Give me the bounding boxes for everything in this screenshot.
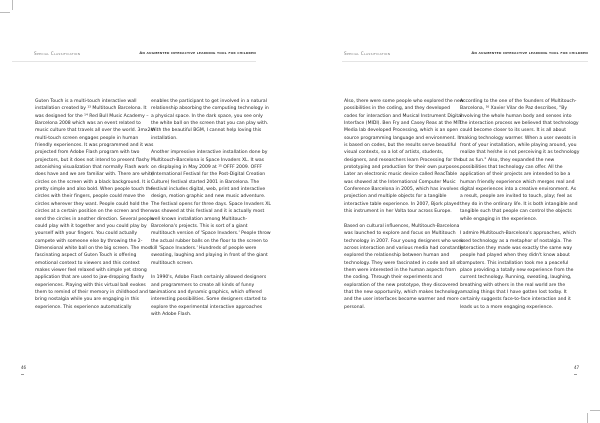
running-header [12, 50, 256, 62]
paragraph: Guten Touch is a multi-touch interactive wall installation created by ¹³ Multitouch Barcelona. It was designed for the ¹⁴ Red Bull Music Academy – Barcelona 2008 which was an event related to music culture that travels all over the world. 3mx2m multi-touch screen engages people in human friendly experiences. It was programmed and it was projected from Adobe Flash program with two projectors, but it does not intend to present flashy astonishing visualization that normally Flash work does have and we are familiar with. There are white circles on the screen with a black background. It is pretty simple and also bold. When people touch the circles with their fingers, people could move the circles wherever they want. People could hold the circles at a certain position on the screen and then send the circles in another direction. Several people could play with it together and you could play by yourself with your fingers. You could actually compete with someone else by throwing the 2-Dimensional white ball on the big screen. The most fascinating aspect of Guten Touch is offering emotional context to viewers and this context makes viewer feel relaxed with simple yet strong application that are used to jaw-dropping flashy experiences. Playing with this virtual ball evokes them to remind of their memory in childhood and to bring nostalgia while you are engaging in this experience. This experience automatically [35, 99, 155, 310]
text-column-1 [344, 98, 464, 318]
page-number: 47 [574, 365, 580, 370]
header-section: Special Classification [34, 51, 81, 56]
right-page [300, 0, 600, 423]
header-title: An augmented interactive learning tool for children [139, 51, 256, 55]
header-title: An augmented interactive learning tool for children [471, 51, 588, 55]
paragraph: Based on cultural influences, Multitouch-Barcelona was launched to explore and focus on Multitouch technology in 2007. Four young designers who work across interaction and various media had constantly explored the relationship between human and technology. They were fascinated in code and all of them were interested in the human aspects from the coding. Through their experiments and exploration of the new prototype, they discovered that the new opportunity, which makes technology and the user interfaces become warmer and more personal. [344, 223, 464, 310]
text-column-2 [460, 98, 580, 318]
paragraph: According to the one of the founders of Multitouch-Barcelona, ¹⁶ Xavier Vilar de Paz describes, "By involving the whole human body and senses into the interaction process we believed that technology could become closer to its users. It is all about making technology warmer. When a user sweats in front of your installation, while playing around, you realize that he/she is not perceiving it as technology but as fun." Also, they expanded the new possibilities that technology can offer. All the application of their projects are intended to be a human friendly experience which merges real and digital experiences into a creative environment. As a result, people are invited to touch, play; feel as they do in the ordinary life. It is both intangible and tangible such that people can control the objects while engaging in the experience. [460, 99, 580, 222]
paragraph: In 1990's, Adobe Flash certainly allowed designers and programmers to create all kinds of funny animations and dynamic graphics, which offered interesting possibilities. Some designers started to explore the experimental interactive approaches with Adobe Flash. [151, 275, 267, 317]
text-column-1 [35, 98, 155, 318]
paragraph: Also, there were some people who explored the new possibilities in the coding, and they developed codes for interaction and Musical Instrument Digital Interface (MIDI). Ben Fry and Casey Reas at the MIT Media lab developed Processing, which is an open source programming language and environment. It is based on codes, but the results serve beautiful visual contexts, so a lot of artists, students, designers, and researchers learn Processing for the prototyping and production for their own purposes. Later an electronic music device called ReacTable was showed at the International Computer Music Conference Barcelona in 2005, which has involves projection and multiple objects for a tangible interactive table experience. In 2007, Bjork played this instrument in her Volta tour across Europe. [344, 99, 464, 215]
paragraph: I admire Multitouch-Barcelona's approaches, which used technology as a metaphor of nostalgia. The interaction they made was exactly the same way people had played when they didn't know about computers. This installation took me a peaceful place providing a totally new experience from the current technology. Running, sweating, laughing, breathing with others in the real world are the amazing things that I have gotten lost today. It certainly suggests face-to-face interaction and it leads us to a more engaging experience. [460, 231, 576, 310]
running-header [342, 50, 588, 62]
header-section: Special Classification [344, 51, 391, 56]
paragraph: Another impressive interactive installation done by Multitouch-Barcelona is Space Invaders XL. It was on displaying in May 2009 at ¹⁵ OFFF 2009. OFFF (International Festival for the Post-Digital Creation Culture) festival started 2001 in Barcelona. The festival includes digital, web, print and interactive design, motion graphic and new music adventure. The festival opens for three days. Space Invaders XL was showed at this festival and it is actually most well known installation among Multitouch-Barcelona's projects. This is sort of a giant multitouch version of 'Space Invaders.' People throw the actual rubber balls on the floor to the screen to kill 'Space Invaders.' Hundreds of people were sweating, laughing and playing in front of the giant multitouch screen. [151, 150, 271, 266]
page-number: 46 [21, 365, 27, 370]
paragraph: enables the participant to get involved in a natural relationship absorbing the computing technology in a physical space. In the dark space, you see only the white ball on the screen that you can play with. With the beautiful BGM, I cannot help loving this installation. [151, 99, 269, 141]
text-column-2 [151, 98, 271, 326]
